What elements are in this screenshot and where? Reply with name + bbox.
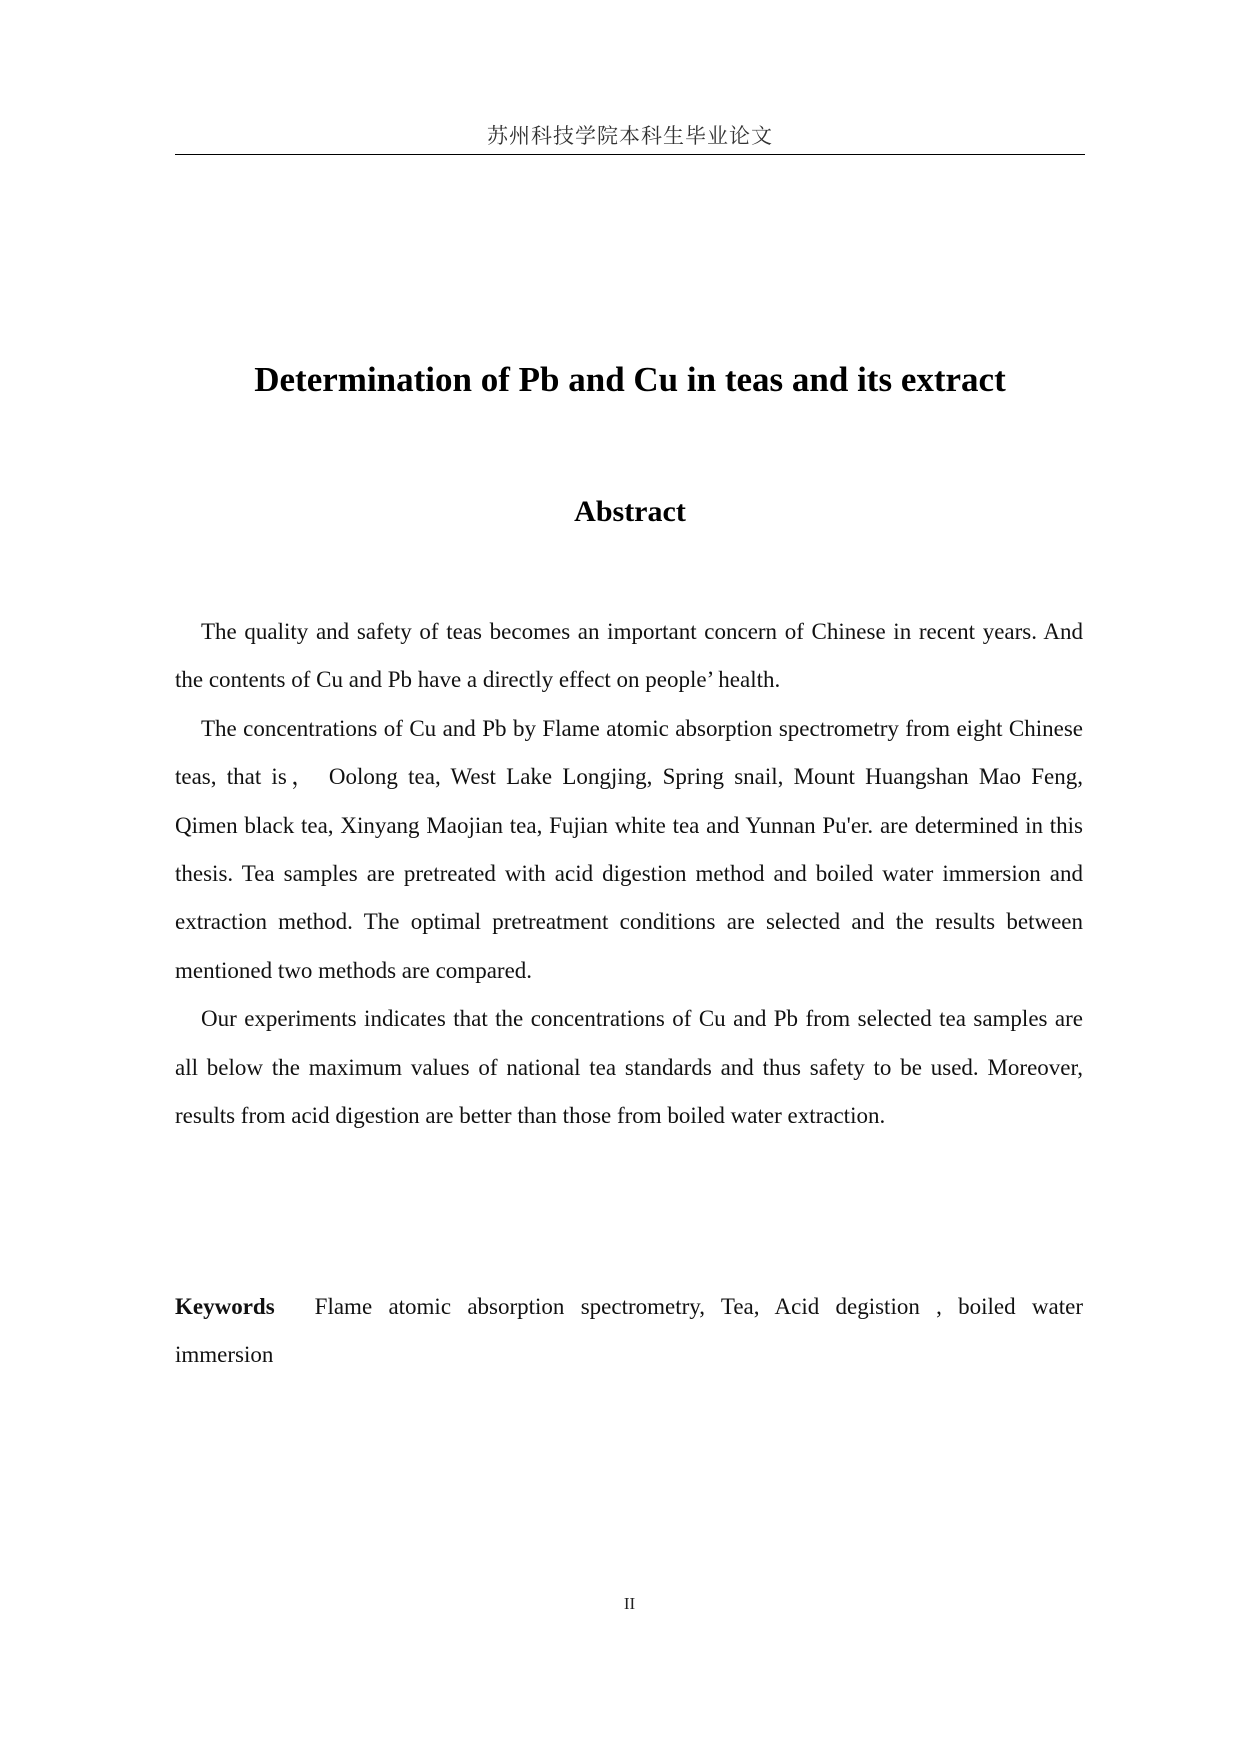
- paper-title: Determination of Pb and Cu in teas and its extract: [254, 360, 1006, 399]
- abstract-body: [175, 608, 1083, 1140]
- header-rule: [175, 154, 1085, 155]
- abstract-heading: Abstract: [574, 495, 686, 528]
- keywords-text: Flame atomic absorption spectrometry, Tea, Acid degistion , boiled water immersion: [175, 1294, 1083, 1367]
- abstract-paragraph-1: The quality and safety of teas becomes an important concern of Chinese in recent years. And the contents of Cu and Pb have a directly effect on people’ health.: [175, 619, 1083, 693]
- abstract-paragraph-2: The concentrations of Cu and Pb by Flame atomic absorption spectrometry from eight Chinese teas, that is， Oolong tea, West Lake Longjing, Spring snail, Mount Huangshan Mao Feng, Qimen black tea, Xinyang Maojian tea, Fujian white tea and Yunnan Pu'er. are determined in this thesis. Tea samples are pretreated with acid digestion method and boiled water immersion and extraction method. The optimal pretreatment conditions are selected and the results between mentioned two methods are compared.: [175, 715, 1083, 983]
- page-number: II: [623, 1594, 636, 1613]
- abstract-paragraph-3: Our experiments indicates that the concentrations of Cu and Pb from selected tea samples are all below the maximum values of national tea standards and thus safety to be used. Moreover, results from acid digestion are better than those from boiled water extraction.: [175, 1006, 1083, 1129]
- keywords-label: Keywords: [175, 1294, 275, 1319]
- running-header: 苏州科技学院本科生毕业论文: [487, 124, 773, 148]
- keywords-section: [175, 1283, 1083, 1379]
